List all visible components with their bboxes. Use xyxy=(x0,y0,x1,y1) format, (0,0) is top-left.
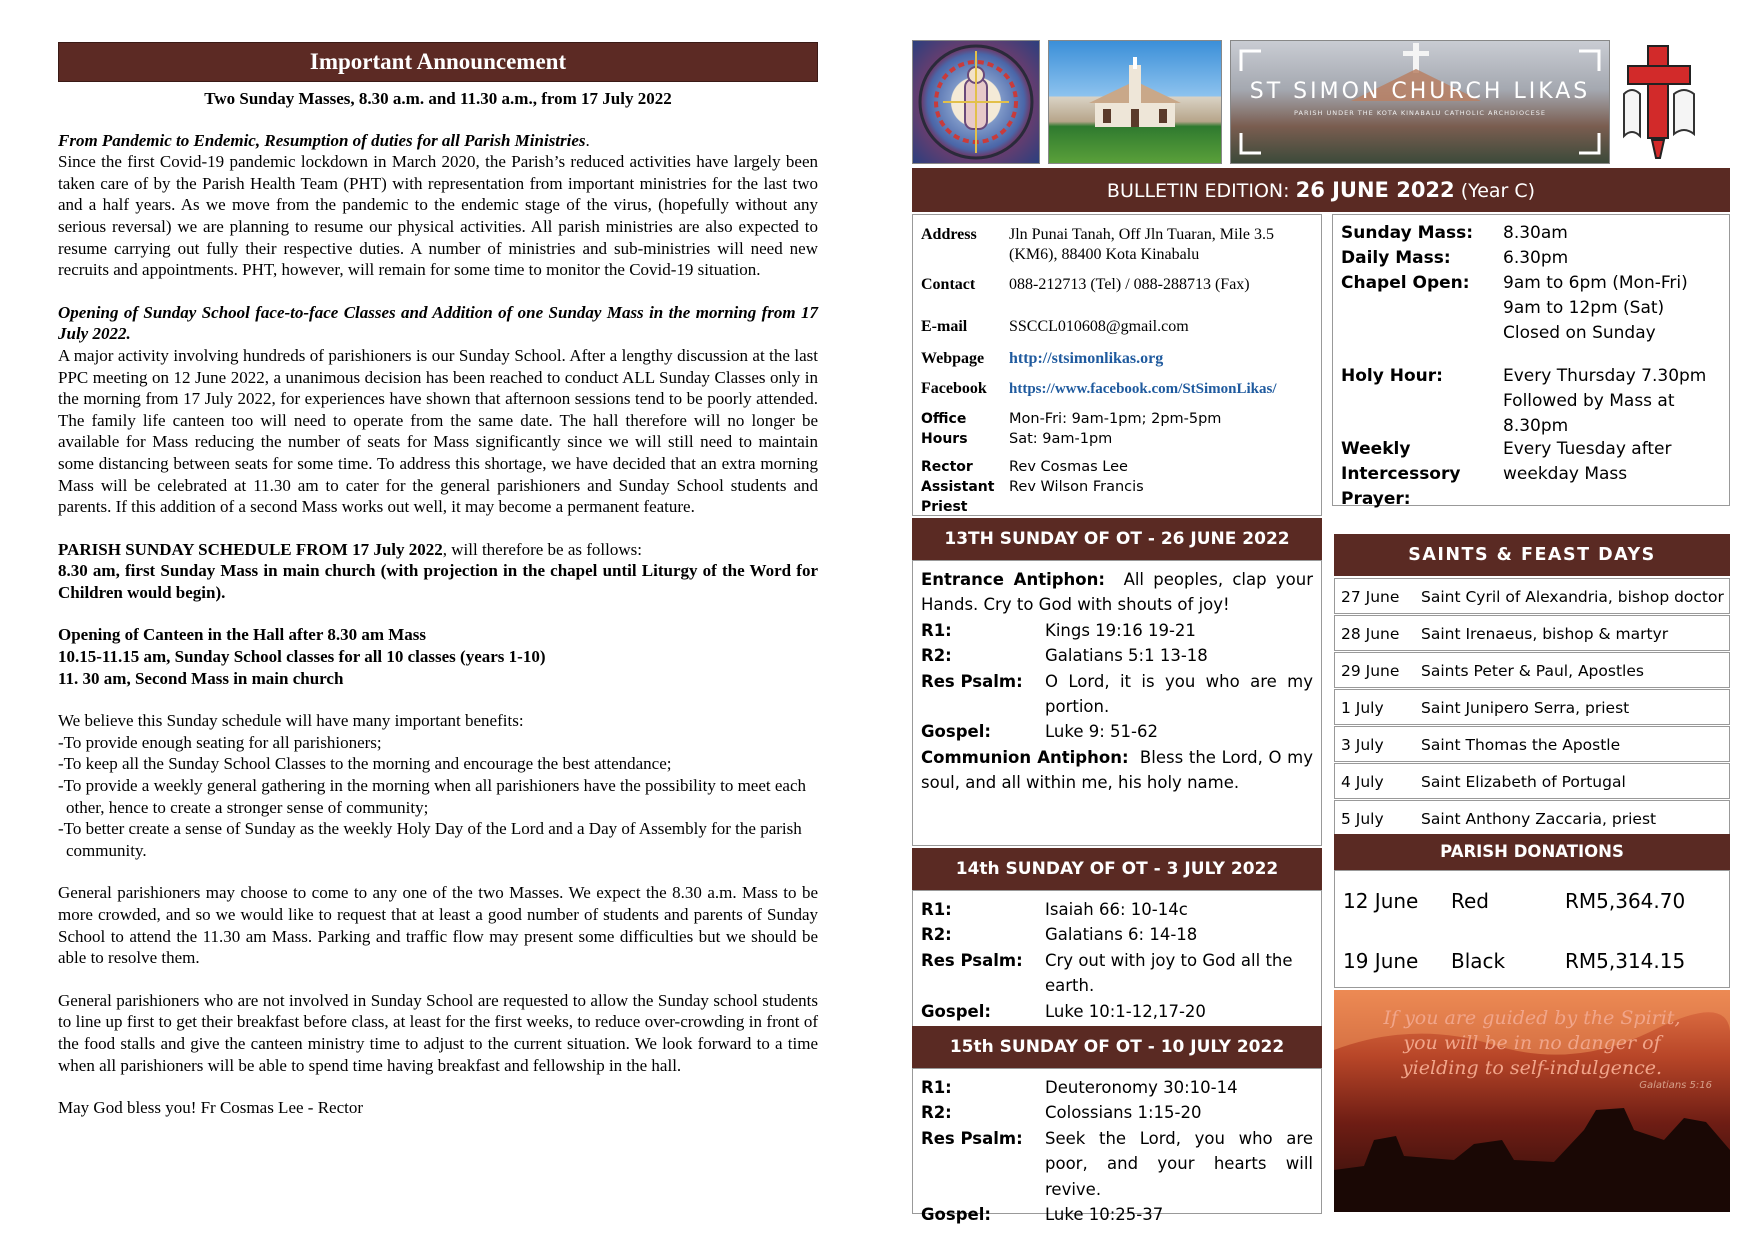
saint-row xyxy=(1334,726,1730,762)
paragraph-breakfast: General parishioners who are not involved in Sunday School are requested to allow the Sunday school students to line up first to get their breakfast before class, at least for the first weeks, to reduce over-crowding in front of the food stalls and give the canteen ministry time to adjust to the current situation. We look forward to a time when all parishioners will be able to spend time having breakfast and fellowship in the hall. xyxy=(58,990,818,1075)
signoff: May God bless you! Fr Cosmas Lee - Rector xyxy=(58,1098,364,1118)
saint-row xyxy=(1334,615,1730,651)
section-sunday-school xyxy=(58,302,818,518)
quote-image xyxy=(1334,990,1730,1212)
weekly-label-2: Intercessory xyxy=(1341,464,1461,484)
facebook-link[interactable]: https://www.facebook.com/StSimonLikas/ xyxy=(1009,381,1277,397)
saint-name: Saint Elizabeth of Portugal xyxy=(1421,773,1626,791)
weekly-label-3: Prayer: xyxy=(1341,489,1411,509)
office-hours-label: Office Hours xyxy=(921,411,968,447)
donations-box xyxy=(1334,870,1730,988)
sunday14-readings xyxy=(912,890,1322,1030)
reading2: Galatians 5:1 13-18 xyxy=(1045,646,1208,666)
contact-value: 088-212713 (Tel) / 088-288713 (Fax) xyxy=(1009,276,1250,293)
section-pandemic: From Pandemic to Endemic, Resumption of duties for all Parish Ministries. Since the first Covid-19 pandemic lockdown in March 2020, the Parish’s reduced activities have largely been taken care of by the Parish Health Team (PHT) with representation from important ministries for the last two and a half years. As we move from the pandemic to the endemic stage of the virus, (hopefully without any serious reversal) we are planning to resume our physical activities. All parish ministries are also expected to resume carrying out fully their respective duties. A number of ministries and sub-ministries will need new recruits and appointments. PHT, however, will remain for some time to monitor the Covid-19 situation. xyxy=(58,130,818,280)
reading1: Deuteronomy 30:10-14 xyxy=(1045,1078,1238,1097)
edition-year: (Year C) xyxy=(1460,180,1536,202)
church-name: ST SIMON CHURCH LIKAS xyxy=(1249,79,1591,104)
saint-date: 29 June xyxy=(1341,662,1400,680)
weekly-label-1: Weekly xyxy=(1341,439,1411,459)
saint-name: Saint Junipero Serra, priest xyxy=(1421,699,1630,717)
saint-row xyxy=(1334,763,1730,799)
saints-list xyxy=(1334,578,1730,837)
schedule-list xyxy=(58,624,818,689)
entrance-antiphon-text: All peoples, clap your Hands. Cry to God with shouts of joy! xyxy=(921,570,1313,615)
benefits-list xyxy=(58,710,818,861)
chapel-hours-sunday: Closed on Sunday xyxy=(1503,323,1656,343)
address-value: Jln Punai Tanah, Off Jln Tuaran, Mile 3.5 (KM6), 88400 Kota Kinabalu xyxy=(1009,226,1274,263)
quote-line-1: If you are guided by the Spirit, xyxy=(1383,1007,1681,1029)
donation-amount: RM5,364.70 xyxy=(1565,889,1686,913)
sunday13-readings xyxy=(912,560,1322,846)
donation-date: 19 June xyxy=(1343,949,1419,973)
saint-date: 27 June xyxy=(1341,588,1400,606)
gospel: Luke 9: 51-62 xyxy=(1045,722,1158,742)
address-label: Address xyxy=(921,226,977,243)
reading2: Galatians 6: 14-18 xyxy=(1045,925,1198,945)
saint-date: 3 July xyxy=(1341,736,1384,754)
sunday14-heading: 14th SUNDAY OF OT - 3 JULY 2022 xyxy=(912,848,1322,890)
email-value[interactable]: SSCCL010608@gmail.com xyxy=(1009,318,1189,335)
benefit-item: -To keep all the Sunday School Classes to the morning and encourage the best attendance; xyxy=(58,754,672,774)
holy-hour-followup: Followed by Mass at xyxy=(1503,391,1675,411)
saint-row xyxy=(1334,689,1730,725)
cross-scroll-logo-icon xyxy=(1618,40,1702,164)
donation-row xyxy=(1343,931,1721,991)
saint-name: Saints Peter & Paul, Apostles xyxy=(1421,662,1644,680)
webpage-link[interactable]: http://stsimonlikas.org xyxy=(1009,350,1164,367)
email-label: E-mail xyxy=(921,318,968,335)
psalm: Cry out with joy to God all the earth. xyxy=(1045,950,1293,996)
reading2-label: R2: xyxy=(921,925,952,945)
benefit-item: -To provide enough seating for all parishioners; xyxy=(58,732,382,752)
contact-label: Contact xyxy=(921,276,976,293)
stained-glass-image xyxy=(912,40,1040,164)
church-subtitle: PARISH UNDER THE KOTA KINABALU CATHOLIC ARCHDIOCESE xyxy=(1294,109,1546,117)
reading1-label: R1: xyxy=(921,1078,952,1097)
donation-amount: RM5,314.15 xyxy=(1565,949,1686,973)
webpage-label: Webpage xyxy=(921,350,985,367)
sunday-mass-time: 8.30am xyxy=(1503,223,1568,243)
donation-colour: Black xyxy=(1451,949,1506,973)
edition-label: BULLETIN EDITION: xyxy=(1106,180,1290,202)
bulletin-page xyxy=(912,38,1730,1225)
weekly-prayer-1: Every Tuesday after xyxy=(1503,439,1672,459)
psalm: O Lord, it is you who are my portion. xyxy=(1045,671,1313,717)
stained-glass-icon xyxy=(913,41,1039,163)
paragraph-general: General parishioners may choose to come to any one of the two Masses. We expect the 8.30 a.m. Mass to be more crowded, and so we would like to request that at least a good number of students and parents of Sunday School to attend the 11.30 am Mass. Parking and traffic flow may present some difficulties but we should be able to resolve them. xyxy=(58,883,818,968)
holy-hour-mass-time: 8.30pm xyxy=(1503,416,1569,436)
reading2: Colossians 1:15-20 xyxy=(1045,1103,1202,1123)
gospel-label: Gospel: xyxy=(921,1205,991,1225)
section-sunday-school-heading: Opening of Sunday School face-to-face Classes and Addition of one Sunday Mass in the morning from 17 July 2022. xyxy=(58,302,818,344)
holy-hour-time: Every Thursday 7.30pm xyxy=(1503,366,1707,386)
reading2-label: R2: xyxy=(921,646,952,666)
announcement-subtitle: Two Sunday Masses, 8.30 a.m. and 11.30 a.m., from 17 July 2022 xyxy=(204,89,672,108)
saint-name: Saint Cyril of Alexandria, bishop doctor xyxy=(1421,588,1724,606)
psalm: Seek the Lord, you who are poor, and your hearts will revive. xyxy=(1045,1128,1313,1199)
church-building-icon xyxy=(1049,41,1221,163)
saints-heading: SAINTS & FEAST DAYS xyxy=(1334,534,1730,576)
daily-mass-label: Daily Mass: xyxy=(1341,248,1451,268)
schedule-item: 11. 30 am, Second Mass in main church xyxy=(58,668,344,688)
schedule-heading: PARISH SUNDAY SCHEDULE FROM 17 July 2022 xyxy=(58,539,443,559)
chapel-open-label: Chapel Open: xyxy=(1341,273,1470,293)
sunday15-heading: 15th SUNDAY OF OT - 10 JULY 2022 xyxy=(912,1026,1322,1068)
gospel: Luke 10:25-37 xyxy=(1045,1205,1164,1225)
saint-name: Saint Irenaeus, bishop & martyr xyxy=(1421,625,1669,643)
donations-heading: PARISH DONATIONS xyxy=(1334,834,1730,870)
holy-hour-label: Holy Hour: xyxy=(1341,366,1443,386)
announcement-page xyxy=(58,42,818,1140)
gospel: Luke 10:1-12,17-20 xyxy=(1045,1001,1206,1021)
schedule-item: Opening of Canteen in the Hall after 8.30 am Mass xyxy=(58,625,427,645)
rector-value: Rev Cosmas Lee xyxy=(1009,459,1128,475)
benefit-item: -To provide a weekly general gathering in the morning when all parishioners have the possibility to meet each other, hence to create a stronger sense of community; xyxy=(58,776,806,817)
saint-date: 4 July xyxy=(1341,773,1384,791)
saint-row xyxy=(1334,800,1730,836)
edition-bar xyxy=(912,168,1730,212)
section-sunday-school-body: A major activity involving hundreds of parishioners is our Sunday School. After a lengthy discussion at the last PPC meeting on 12 June 2022, a unanimous decision has been reached to conduct ALL Sunday Classes only in the morning from 17 July 2022, for experiences have shown that afternoon sessions tend to be poorly attended. The family life canteen too will need to operate from the same date. The hall therefore will no longer be available for Mass reducing the number of seats for Mass significantly since we will still need to maintain some distancing between seats for some time. To address this shortage, we have decided that an extra morning Mass will be celebrated at 11.30 am to cater for the general parishioners and Sunday School students and parents. If this addition of a second Mass works out well, it may become a permanent feature. xyxy=(58,345,818,517)
schedule-first-mass: 8.30 am, first Sunday Mass in main church (with projection in the chapel until Liturgy of the Word for Children would begin). xyxy=(58,561,818,602)
donation-row xyxy=(1343,871,1721,931)
reading2-label: R2: xyxy=(921,1103,952,1123)
entrance-antiphon-label: Entrance Antiphon: xyxy=(921,570,1105,589)
section-pandemic-heading: From Pandemic to Endemic, Resumption of duties for all Parish Ministries xyxy=(58,130,586,150)
office-hours-weekday: Mon-Fri: 9am-1pm; 2pm-5pm xyxy=(1009,411,1222,427)
saint-date: 5 July xyxy=(1341,810,1384,828)
saint-name: Saint Anthony Zaccaria, priest xyxy=(1421,810,1657,828)
reading1-label: R1: xyxy=(921,900,952,919)
saint-date: 1 July xyxy=(1341,699,1384,717)
saint-date: 28 June xyxy=(1341,625,1400,643)
facebook-label: Facebook xyxy=(921,380,987,397)
assistant-value: Rev Wilson Francis xyxy=(1009,479,1144,495)
office-hours-saturday: Sat: 9am-1pm xyxy=(1009,431,1113,447)
benefits-intro: We believe this Sunday schedule will have many important benefits: xyxy=(58,711,524,731)
reading1-label: R1: xyxy=(921,620,952,640)
donation-colour: Red xyxy=(1451,889,1489,913)
donation-date: 12 June xyxy=(1343,889,1419,913)
logo xyxy=(1618,40,1702,164)
edition-date: 26 JUNE 2022 xyxy=(1295,178,1455,202)
psalm-label: Res Psalm: xyxy=(921,1128,1023,1148)
saint-name: Saint Thomas the Apostle xyxy=(1421,736,1621,754)
sunday-mass-label: Sunday Mass: xyxy=(1341,223,1473,243)
benefit-item: -To better create a sense of Sunday as the weekly Holy Day of the Lord and a Day of Assembly for the parish community. xyxy=(58,819,802,860)
daily-mass-time: 6.30pm xyxy=(1503,248,1569,268)
chapel-hours-weekday: 9am to 6pm (Mon-Fri) xyxy=(1503,273,1688,293)
psalm-label: Res Psalm: xyxy=(921,671,1023,691)
section-schedule: PARISH SUNDAY SCHEDULE FROM 17 July 2022, will therefore be as follows: 8.30 am, first Sunday Mass in main church (with projection in the chapel until Liturgy of the Word for Children would begin). xyxy=(58,539,818,602)
communion-antiphon-label: Communion Antiphon: xyxy=(921,747,1129,767)
gospel-label: Gospel: xyxy=(921,1001,991,1021)
rector-label: Rector xyxy=(921,459,973,475)
saint-row xyxy=(1334,652,1730,688)
quote-reference: Galatians 5:16 xyxy=(1639,1080,1712,1091)
sunday15-readings xyxy=(912,1068,1322,1225)
communion-antiphon-text: Bless the Lord, O my soul, and all within me, his holy name. xyxy=(921,747,1314,793)
announcement-title: Important Announcement xyxy=(58,42,818,82)
psalm-label: Res Psalm: xyxy=(921,950,1023,970)
church-photo xyxy=(1048,40,1222,164)
reading1: Isaiah 66: 10-14c xyxy=(1045,900,1188,919)
assistant-label: Assistant Priest xyxy=(921,479,995,515)
reading1: Kings 19:16 19-21 xyxy=(1045,620,1196,640)
weekly-prayer-2: weekday Mass xyxy=(1503,464,1628,484)
banner xyxy=(912,38,1730,166)
schedule-item: 10.15-11.15 am, Sunday School classes for all 10 classes (years 1-10) xyxy=(58,647,546,667)
quote-line-3: yielding to self-indulgence. xyxy=(1401,1057,1663,1079)
contact-box xyxy=(912,214,1322,516)
mass-times-box xyxy=(1332,214,1730,509)
saint-row xyxy=(1334,578,1730,614)
quote-line-2: you will be in no danger of xyxy=(1403,1032,1661,1054)
chapel-hours-saturday: 9am to 12pm (Sat) xyxy=(1503,298,1665,318)
sunday13-heading: 13TH SUNDAY OF OT - 26 JUNE 2022 xyxy=(912,518,1322,560)
gospel-label: Gospel: xyxy=(921,722,991,742)
church-name-banner xyxy=(1230,40,1610,164)
section-pandemic-body: Since the first Covid-19 pandemic lockdown in March 2020, the Parish’s reduced activities have largely been taken care of by the Parish Health Team (PHT) with representation from important ministries for the last two and a half years. As we move from the pandemic to the endemic stage of the virus, (hopefully without any serious reversal) we are planning to resume our physical activities. All parish ministries are also expected to resume carrying out fully their respective duties. A number of ministries and sub-ministries will need new recruits and appointments. PHT, however, will remain for some time to monitor the Covid-19 situation. xyxy=(58,152,818,280)
